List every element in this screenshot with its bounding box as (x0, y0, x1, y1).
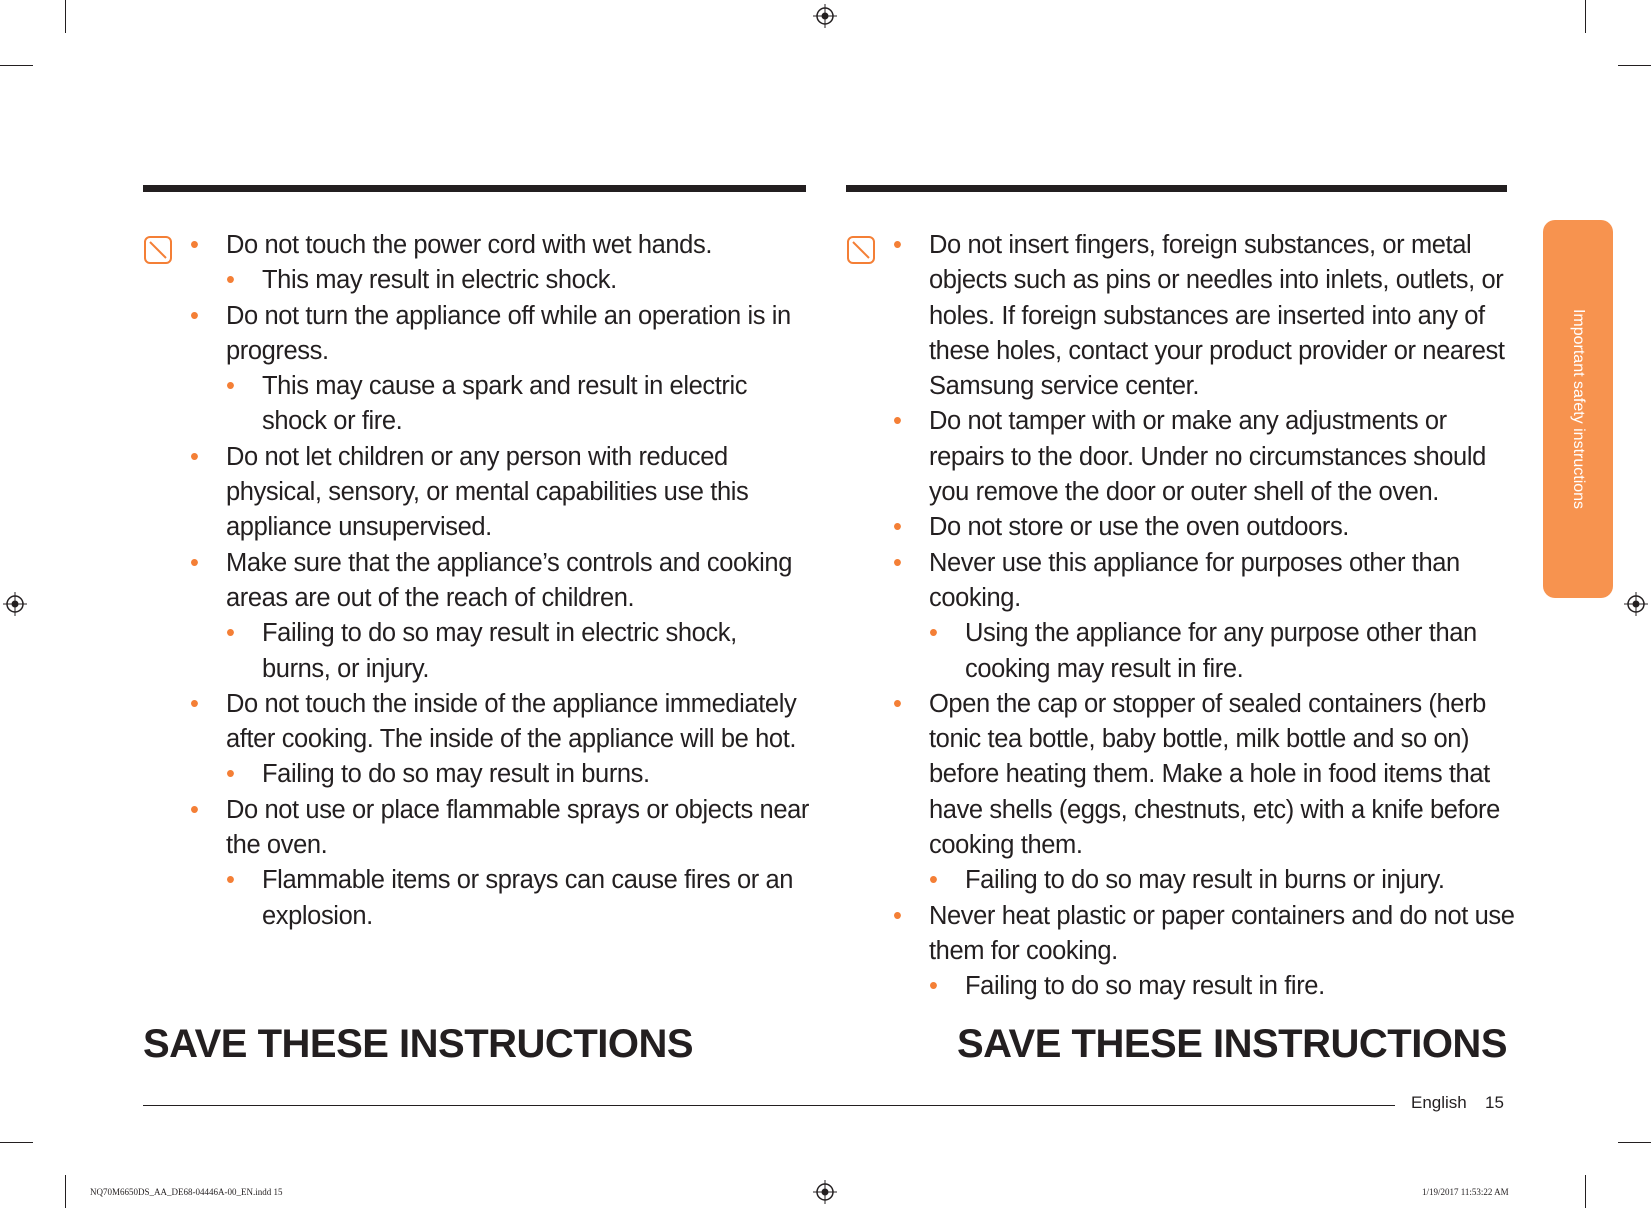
side-tab-label: Important safety instructions (1570, 308, 1587, 510)
list-item: • Never use this appliance for purposes other than cooking. • Using the appliance for any purpose other than cooking may result in fire. (893, 546, 1515, 687)
list-item: • Make sure that the appliance’s controls and cooking areas are out of the reach of children. • Failing to do so may result in electric shock, burns, or injury. (190, 546, 810, 687)
registration-mark-icon (3, 592, 27, 616)
column-rule-right (846, 185, 1507, 192)
crop-mark (1618, 1142, 1651, 1143)
list-item: • Do not let children or any person with reduced physical, sensory, or mental capabilities use this appliance unsupervised. (190, 440, 810, 546)
list-item: • Do not tamper with or make any adjustments or repairs to the door. Under no circumstances should you remove the door or outer shell of the oven. (893, 404, 1515, 510)
list-item: • Do not insert fingers, foreign substances, or metal objects such as pins or needles into inlets, outlets, or holes. If foreign substances are inserted into any of these holes, contact your product provider or nearest Samsung service center. (893, 228, 1515, 404)
print-slug-file: NQ70M6650DS_AA_DE68-04446A-00_EN.indd 15 (90, 1187, 283, 1197)
list-item: • Do not use or place flammable sprays or objects near the oven. • Flammable items or sprays can cause fires or an explosion. (190, 793, 810, 934)
right-column (893, 228, 1515, 1005)
section-side-tab (1543, 220, 1613, 598)
registration-mark-icon (1624, 592, 1648, 616)
list-item: • Do not touch the power cord with wet hands. • This may result in electric shock. (190, 228, 810, 299)
left-column (190, 228, 810, 934)
registration-mark-icon (813, 4, 837, 28)
sub-list-item: • Using the appliance for any purpose other than cooking may result in fire. (929, 616, 1515, 687)
crop-mark (0, 1142, 33, 1143)
prohibition-warning-icon (846, 235, 876, 265)
footer-rule (143, 1105, 1395, 1106)
column-rule-left (143, 185, 806, 192)
list-item: • Never heat plastic or paper containers and do not use them for cooking. • Failing to do so may result in fire. (893, 899, 1515, 1005)
sub-list-item: • Failing to do so may result in electric shock, burns, or injury. (226, 616, 810, 687)
sub-list-item: • This may cause a spark and result in electric shock or fire. (226, 369, 810, 440)
crop-mark (0, 65, 33, 66)
sub-list-item: • Failing to do so may result in burns or injury. (929, 863, 1515, 898)
sub-list-item: • This may result in electric shock. (226, 263, 810, 298)
print-slug-date: 1/19/2017 11:53:22 AM (1422, 1187, 1509, 1197)
prohibition-warning-icon (143, 235, 173, 265)
list-item: • Open the cap or stopper of sealed containers (herb tonic tea bottle, baby bottle, milk bottle and so on) before heating them. Make a hole in food items that have shells (eggs, chestnuts, etc) with a knife before cooking them. • Failing to do so may result in burns or injury. (893, 687, 1515, 899)
registration-mark-icon (813, 1180, 837, 1204)
sub-list-item: • Failing to do so may result in burns. (226, 757, 810, 792)
page-number: 15 (1485, 1093, 1504, 1112)
list-item: • Do not touch the inside of the appliance immediately after cooking. The inside of the appliance will be hot. • Failing to do so may result in burns. (190, 687, 810, 793)
crop-mark (1618, 65, 1651, 66)
sub-list-item: • Failing to do so may result in fire. (929, 969, 1515, 1004)
footer-language: English (1411, 1093, 1467, 1112)
list-item: • Do not store or use the oven outdoors. (893, 510, 1515, 545)
save-instructions-heading-right: SAVE THESE INSTRUCTIONS (956, 1022, 1507, 1066)
crop-mark (1585, 0, 1586, 33)
safety-list-left (190, 228, 810, 934)
save-instructions-heading-left: SAVE THESE INSTRUCTIONS (143, 1022, 694, 1066)
safety-list-right (893, 228, 1515, 1005)
list-item: • Do not turn the appliance off while an operation is in progress. • This may cause a spark and result in electric shock or fire. (190, 299, 810, 440)
crop-mark (1585, 1175, 1586, 1208)
crop-mark (65, 0, 66, 33)
sub-list-item: • Flammable items or sprays can cause fires or an explosion. (226, 863, 810, 934)
crop-mark (65, 1175, 66, 1208)
